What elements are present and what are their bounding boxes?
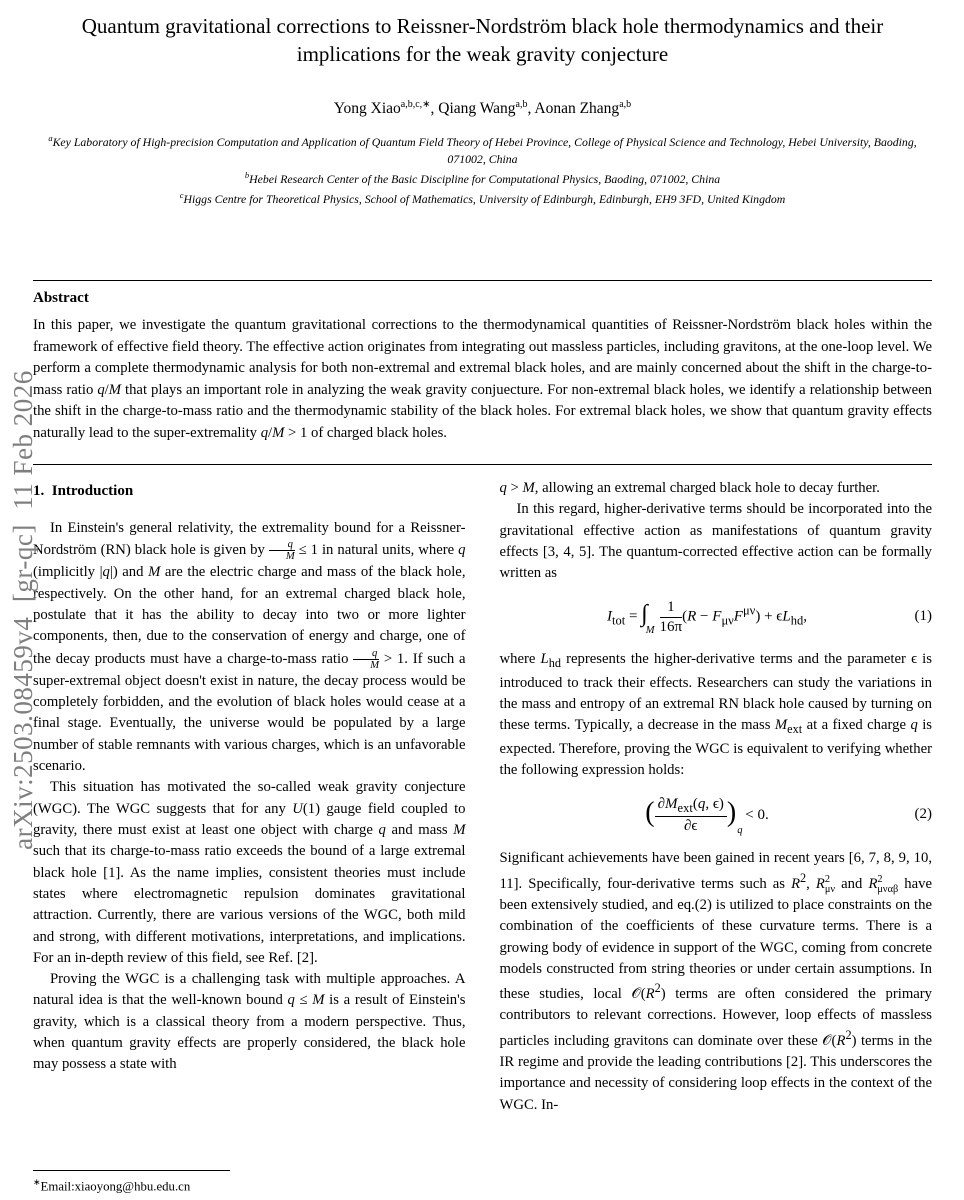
section-heading-introduction: 1. Introduction — [33, 483, 134, 500]
arxiv-watermark: arXiv:2503.08459v4 [gr-qc] 11 Feb 2026 — [8, 370, 38, 850]
intro-paragraph-5: In this regard, higher-derivative terms should be incorporated into the gravitational effective action as manifestations of quantum gravity effects [3, 4, 5]. The quantum-corrected effective action can be formally written as — [499, 501, 932, 582]
affiliations — [33, 132, 932, 209]
affiliation-b: $^b$Hebei Research Center of the Basic Discipline for Computational Physics, Baoding, 071002, China — [244, 170, 721, 187]
abstract-text: In this paper, we investigate the quantum gravitational corrections to the thermodynamical quantities of Reissner-Nordström black holes within the framework of effective field theory. The effective action originates from integrating out massless particles, including gravitons, at the one-loop level. We perform a complete thermodynamic analysis for both non-extremal and extremal black holes, and are mainly concerned about the shift in the charge-to-mass ratio q/M that plays an important role in analyzing the weak gravity conjuecture. For non-extremal black holes, we identify a relationship between the shift in the charge-to-mass ratio and the thermodynamic stability of the black holes. For extremal black holes, we show that quantum gravity effects naturally lead to the super-extremality q/M > 1 of charged black holes. — [33, 317, 932, 441]
intro-paragraph-7: Significant achievements have been gained in recent years [6, 7, 8, 9, 10, 11]. Specifically, four-derivative terms such as $R^2$, R 2 μν and R 2 μναβ have been extensively studied, and eq.(2) is utilized to place constraints on the combination of the coefficients of these curvature terms. There is a growing body of evidence in support of the WGC, coming from concrete models constructed from string theories or under certain assumptions. In these studies, local $𝒪(R^2)$ terms are often considered the primary contributors to relevant corrections. However, loop effects of massless particles including gravitons can dominate over these $𝒪(R^2)$ terms in the IR regime and provide the leading contributions [2]. This underscores the importance and necessity of considering loop effects in the context of the WGC. In- — [499, 850, 932, 1113]
equation-1 — [500, 598, 933, 637]
equation-1-body: $I_{tot} = \int_M$ $\frac{1}{16\pi}$ $(R - F_{\mu\nu}F^{\mu\nu}) + \epsilon L_{hd}$, — [607, 598, 807, 637]
abstract-top-rule — [33, 280, 932, 281]
abstract-bottom-rule — [33, 464, 932, 465]
affiliation-c: $^c$Higgs Centre for Theoretical Physics, School of Mathematics, University of Edinburgh, Edinburgh, EH9 3FD, United Kingdom — [179, 189, 786, 206]
affiliation-a: $^a$Key Laboratory of High-precision Computation and Application of Quantum Field Theory of Hebei Province, College of Physical Science and Technology, Hebei University, Baoding, 071002, China — [48, 132, 917, 167]
intro-paragraph-6: where $L_{hd}$ represents the higher-derivative terms and the parameter ϵ is introduced to track their effects. Researchers can study the variations in the mass and entropy of an extremal RN black hole caused by turning on these terms. Typically, a decrease in the mass $M_{ext}$ at a fixed charge q is expected. Therefore, proving the WGC is equivalent to verifying whether the following expression holds: — [499, 651, 933, 779]
footnote — [33, 1170, 230, 1194]
two-column-body — [33, 478, 932, 1116]
equation-2-body: ( $\frac{\partial M_{ext}(q, \epsilon)}{\partial\epsilon}$ )$_q < 0$. — [645, 795, 769, 836]
author-line: Yong Xiao$^{a,b,c,∗}$, Qiang Wang$^{a,b}$, Aonan Zhang$^{a,b}$ — [333, 98, 632, 117]
intro-paragraph-1: In Einstein's general relativity, the extremality bound for a Reissner-Nordström (RN) black hole is given by $\frac{q}{M}$ ≤ 1 in natural units, where q (implicitly |q|) and M are the electric charge and mass of the black hole, respectively. On the other hand, for an extremal charged black hole, postulate that it has the ability to decay into two or more lighter components, then, due to the conservation of energy and charge, one of the decay products must have a charge-to-mass ratio $\frac{q}{M}$ > 1. If such a super-extremal object doesn't exist in nature, the decay process would be completely forbidden, and the evolution of black holes would cease at a final stage. Eventually, the universe would be populated by a large number of stable remnants with various charges, which is an unfavorable scenario. — [33, 519, 466, 775]
equation-2-number: (2) — [914, 806, 932, 823]
footnote-rule — [33, 1170, 230, 1171]
intro-paragraph-2: This situation has motivated the so-called weak gravity conjecture (WGC). The WGC suggests that for any U(1) gauge field coupled to gravity, there must exist at least one object with charge q and mass M such that its charge-to-mass ratio exceeds the bound of a large extremal black hole [1]. As the name implies, consistent theories must include states where electromagnetic repulsion dominates gravitational attraction. Currently, there are various versions of the WGC, both mild and strong, with different motivations, interpretations, and implications. For an in-depth review of this field, see Ref. [2]. — [33, 779, 466, 966]
equation-1-number: (1) — [914, 608, 932, 625]
equation-2 — [500, 795, 933, 836]
paper-title: Quantum gravitational corrections to Reissner-Nordström black hole thermodynamics and their implications for the weak gravity conjecture — [81, 14, 884, 67]
abstract-heading: Abstract — [33, 290, 89, 307]
left-column — [33, 478, 466, 1116]
intro-paragraph-3: Proving the WGC is a challenging task with multiple approaches. A natural idea is that the well-known bound q ≤ M is a result of Einstein's gravity, which is a classical theory from a modern perspective. Thus, when quantum gravity effects are properly considered, the black hole may possess a state with — [33, 971, 466, 1073]
intro-paragraph-4: q > M, allowing an extremal charged black hole to decay further. — [499, 480, 880, 497]
right-column — [500, 478, 933, 1116]
footnote-email: ∗Email:xiaoyong@hbu.edu.cn — [33, 1176, 191, 1193]
